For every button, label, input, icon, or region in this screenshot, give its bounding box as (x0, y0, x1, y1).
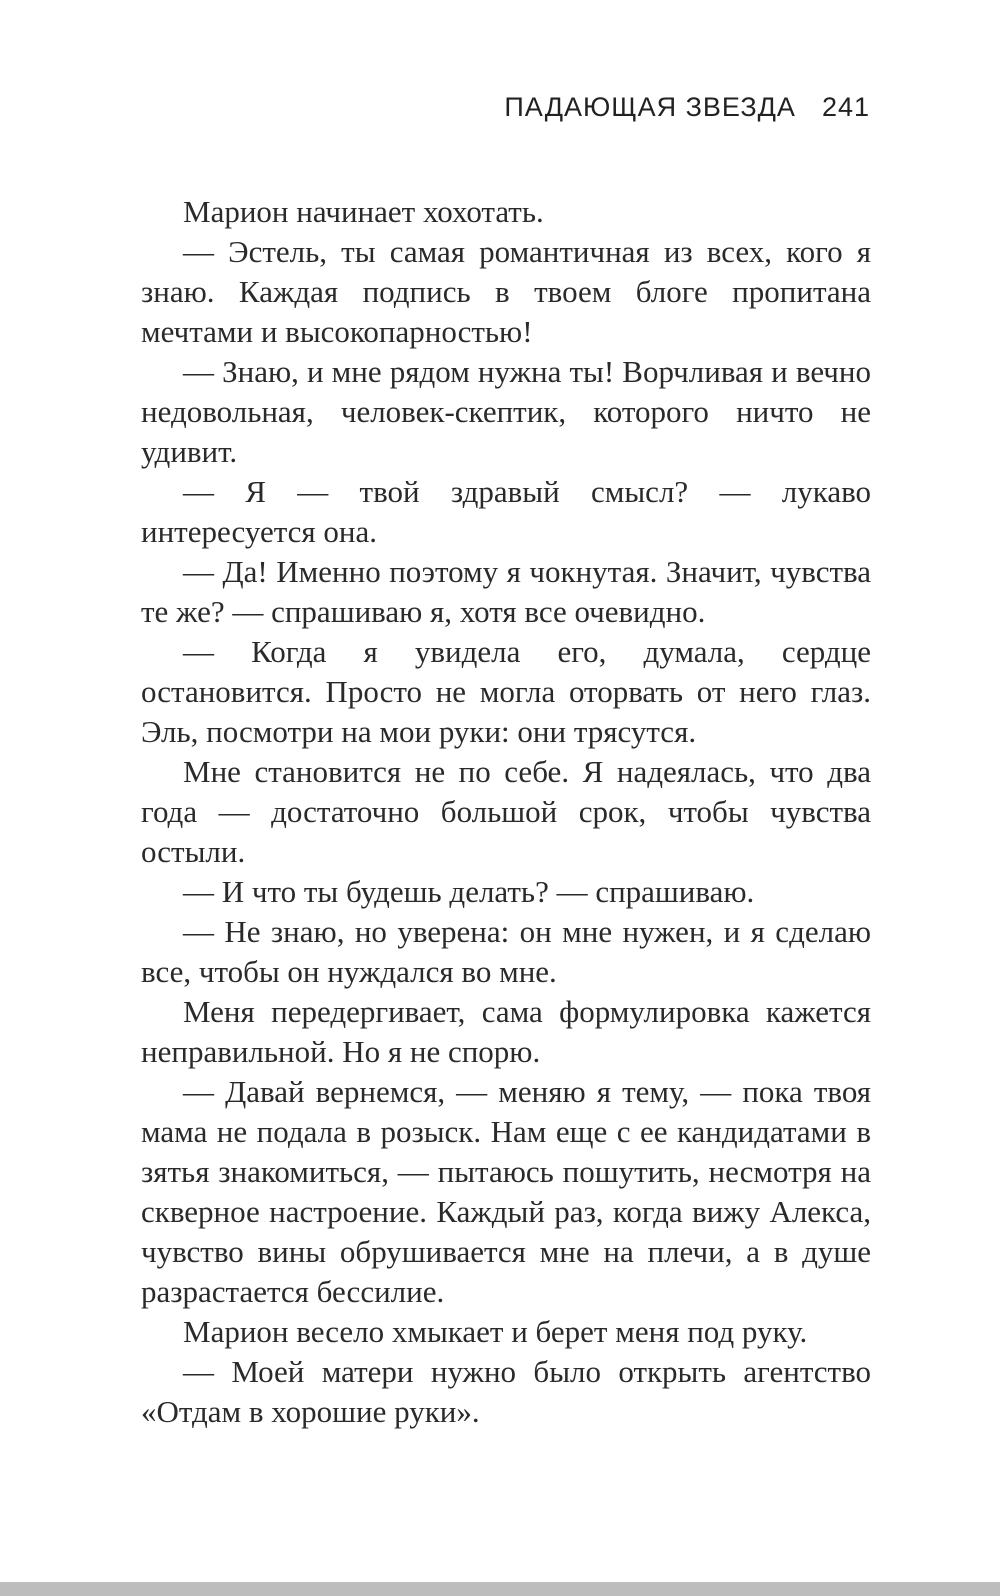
scan-edge-bar (0, 1582, 1000, 1596)
paragraph: — Давай вернемся, — меняю я тему, — пока твоя мама не подала в розыск. Нам еще с ее кандидатами в зятья знакомиться, — пытаюсь пошутить, несмотря на скверное настроение. Каждый раз, когда вижу Алекса, чувство вины обрушивается мне на плечи, а в душе разрастается бессилие. (141, 1074, 871, 1309)
paragraph: — Знаю, и мне рядом нужна ты! Ворчливая и вечно недовольная, человек-скептик, которого ничто не удивит. (141, 354, 871, 469)
chapter-title: ПАДАЮЩАЯ ЗВЕЗДА (504, 92, 796, 122)
paragraph: — Я — твой здравый смысл? — лукаво интересуется она. (141, 474, 871, 549)
paragraph: — И что ты будешь делать? — спрашиваю. (183, 874, 755, 909)
paragraph: — Когда я увидела его, думала, сердце остановится. Просто не могла оторвать от него глаз. Эль, посмотри на мои руки: они трясутся. (141, 634, 871, 749)
page-number: 241 (821, 92, 870, 122)
paragraph: — Моей матери нужно было открыть агентство «Отдам в хорошие руки». (141, 1354, 871, 1429)
paragraph: Мне становится не по себе. Я надеялась, что два года — достаточно большой срок, чтобы чувства остыли. (141, 754, 871, 869)
paragraph: — Эстель, ты самая романтичная из всех, кого я знаю. Каждая подпись в твоем блоге пропитана мечтами и высокопарностью! (141, 234, 871, 349)
body-text (141, 192, 871, 1432)
paragraph: Марион весело хмыкает и берет меня под руку. (183, 1314, 808, 1349)
paragraph: Меня передергивает, сама формулировка кажется неправильной. Но я не спорю. (141, 994, 871, 1069)
paragraph: Марион начинает хохотать. (183, 194, 544, 229)
paragraph: — Не знаю, но уверена: он мне нужен, и я сделаю все, чтобы он нуждался во мне. (141, 914, 871, 989)
running-header (504, 92, 870, 123)
paragraph: — Да! Именно поэтому я чокнутая. Значит, чувства те же? — спрашиваю я, хотя все очевидно. (141, 554, 871, 629)
